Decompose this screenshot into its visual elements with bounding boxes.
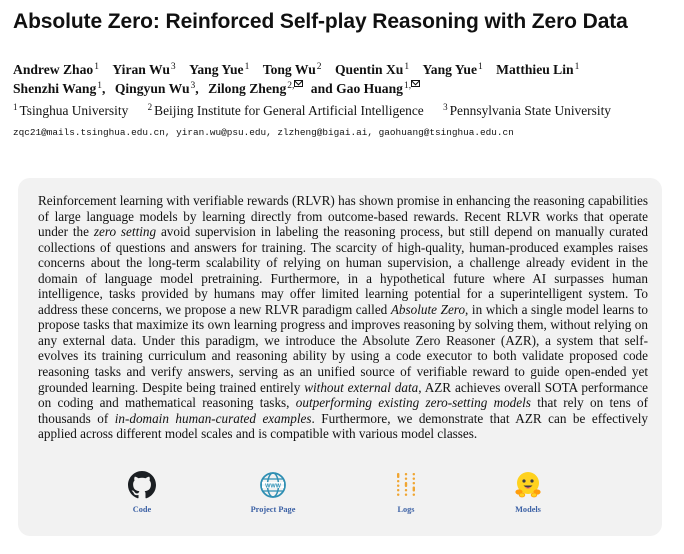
author: Yang Yue$^1$: [422, 62, 483, 77]
project-page-link[interactable]: [228, 470, 318, 514]
author: Quentin Xu$^1$: [334, 62, 410, 77]
logs-link[interactable]: [361, 470, 451, 514]
github-icon: [128, 471, 156, 499]
author: Zilong Zheng$^{2,}$: [208, 78, 303, 97]
envelope-icon: [411, 80, 420, 87]
code-link-label[interactable]: Code: [132, 505, 152, 514]
logs-link-label[interactable]: Logs: [397, 505, 415, 514]
author: Tong Wu$^2$: [262, 62, 322, 77]
huggingface-icon: [513, 470, 543, 500]
author: Andrew Zhao$^1$: [13, 62, 99, 77]
svg-text:WWW: WWW: [265, 483, 281, 490]
abstract-text: Reinforcement learning with verifiable rewards (RLVR) has shown promise in enhancing the reasoning capabilities of large language models by learning directly from outcome-based rewards. Recent RLVR works that operate under the zero setting avoid supervision in labeling the reasoning process, but still depend on manually curated collections of questions and answers for training. The scarcity of high-quality, human-produced examples raises concerns about the long-term scalability of relying on human supervision, a challenge already evident in the domain of language model pretraining. Furthermore, in a hypothetical future where AI surpasses human intelligence, tasks provided by humans may offer limited learning potential for a superintelligent system. To address these concerns, we propose a new RLVR paradigm called Absolute Zero, in which a single model learns to propose tasks that maximize its own learning progress and improves reasoning by solving them, without relying on any external data. Under this paradigm, we introduce the Absolute Zero Reasoner (AZR), a system that self-evolves its training curriculum and reasoning ability by using a code executor to both validate proposed code reasoning tasks and verify answers, serving as an unified source of verifiable reward to guide open-ended yet grounded learning. Despite being trained entirely without external data, AZR achieves overall SOTA performance on coding and mathematical reasoning tasks, outperforming existing zero-setting models that rely on tens of thousands of in-domain human-curated examples. Furthermore, we demonstrate that AZR can be effectively applied across different model scales and is compatible with various model classes.: [38, 193, 649, 442]
contact-emails[interactable]: zqc21@mails.tsinghua.edu.cn, yiran.wu@psu.edu, zlzheng@bigai.ai, gaohuang@tsinghua.edu.cn: [13, 127, 514, 138]
author: Yang Yue$^1$: [189, 62, 250, 77]
author: Matthieu Lin$^1$: [496, 62, 580, 77]
affiliation: $^1$ Tsinghua University: [13, 102, 129, 118]
code-link[interactable]: [97, 470, 187, 514]
models-link[interactable]: [483, 470, 573, 514]
paper-title: Absolute Zero: Reinforced Self-play Reasoning with Zero Data: [13, 10, 628, 33]
resource-links: [18, 470, 662, 520]
affiliation-list: [13, 102, 611, 119]
author: Yiran Wu$^3$: [112, 62, 176, 77]
globe-icon: [259, 471, 287, 499]
author: Shenzhi Wang$^1$,: [13, 81, 106, 96]
author: and Gao Huang$^{1,}$: [311, 78, 420, 97]
logs-icon: [394, 471, 418, 499]
affiliation: $^2$ Beijing Institute for General Artificial Intelligence: [147, 102, 424, 118]
models-link-label[interactable]: Models: [515, 505, 541, 514]
author: Qingyun Wu$^3$,: [114, 81, 199, 96]
project-page-link-label[interactable]: Project Page: [250, 505, 296, 514]
author-list: [13, 59, 675, 97]
envelope-icon: [294, 80, 303, 87]
affiliation: $^3$ Pennsylvania State University: [443, 102, 611, 118]
